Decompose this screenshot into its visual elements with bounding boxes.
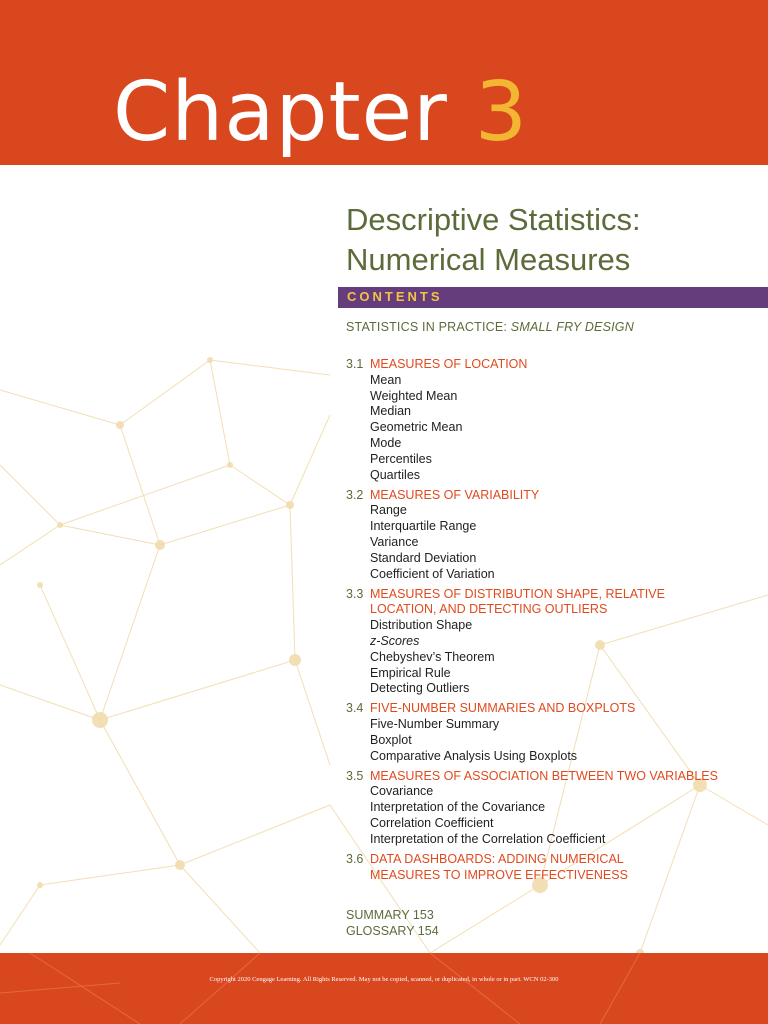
title-line-1: Descriptive Statistics: (346, 202, 641, 237)
copyright-notice: Copyright 2020 Cengage Learning. All Rights Reserved. May not be copied, scanned, or duplicated, in whole or in part. WCN 02-300 (209, 976, 559, 983)
section-title-line: MEASURES TO IMPROVE EFFECTIVENESS (370, 867, 628, 882)
section-title-line: MEASURES OF VARIABILITY (370, 487, 540, 502)
section-number: 3.6 (346, 851, 364, 866)
toc-section-3-3 (346, 587, 761, 698)
section-title-line: MEASURES OF DISTRIBUTION SHAPE, RELATIVE (370, 586, 665, 601)
toc-subitem[interactable]: Coefficient of Variation (370, 566, 495, 581)
toc-subitem[interactable]: Quartiles (370, 467, 421, 482)
toc-subitem[interactable]: Chebyshev’s Theorem (370, 649, 495, 664)
chapter-header-band (0, 0, 768, 165)
section-number: 3.5 (346, 768, 364, 783)
section-heading[interactable] (346, 357, 761, 373)
contents-label: CONTENTS (347, 289, 443, 304)
footer-network-decoration (0, 953, 768, 1024)
footer-band (0, 953, 768, 1024)
toc-section-3-1 (346, 357, 761, 483)
section-heading[interactable] (346, 488, 761, 504)
toc-subitem[interactable]: Distribution Shape (370, 618, 473, 633)
contents-bar (338, 287, 768, 308)
glossary-entry[interactable]: GLOSSARY 154 (346, 924, 439, 938)
section-title-line: LOCATION, AND DETECTING OUTLIERS (370, 602, 608, 617)
section-title-line: MEASURES OF LOCATION (370, 357, 528, 371)
toc-subitem[interactable]: Mean (370, 372, 402, 387)
section-number: 3.4 (346, 701, 364, 716)
toc-subitem[interactable]: Interpretation of the Correlation Coefficient (370, 831, 606, 846)
section-number: 3.1 (346, 357, 364, 371)
toc-subitem[interactable]: Detecting Outliers (370, 681, 470, 696)
toc-section-3-2 (346, 488, 761, 583)
stats-in-practice-prefix: STATISTICS IN PRACTICE: (346, 320, 508, 334)
toc-section-3-5 (346, 769, 761, 848)
chapter-subject-title (346, 200, 641, 280)
toc-subitem[interactable]: Variance (370, 534, 419, 549)
toc-subitem[interactable]: Boxplot (370, 732, 412, 747)
toc-subitem[interactable]: Median (370, 404, 411, 419)
section-heading[interactable] (346, 769, 761, 785)
toc-subitem[interactable]: Weighted Mean (370, 388, 458, 403)
toc-subitem[interactable]: Five-Number Summary (370, 717, 500, 732)
section-number: 3.3 (346, 586, 364, 601)
section-title-line: FIVE-NUMBER SUMMARIES AND BOXPLOTS (370, 701, 636, 716)
endmatter-list (346, 907, 439, 939)
table-of-contents (346, 357, 761, 888)
toc-subitem[interactable]: Standard Deviation (370, 550, 477, 565)
toc-subitem[interactable]: Percentiles (370, 451, 432, 466)
statistics-in-practice-entry[interactable] (346, 320, 634, 334)
section-heading[interactable] (346, 701, 761, 717)
toc-subitem[interactable]: Covariance (370, 784, 434, 799)
section-heading[interactable] (346, 587, 761, 619)
toc-subitem[interactable]: z-Scores (370, 633, 420, 648)
summary-entry[interactable]: SUMMARY 153 (346, 908, 434, 922)
toc-subitem[interactable]: Range (370, 503, 407, 518)
toc-subitem[interactable]: Geometric Mean (370, 420, 463, 435)
section-title-line: DATA DASHBOARDS: ADDING NUMERICAL (370, 851, 624, 866)
toc-section-3-4 (346, 701, 761, 764)
section-heading[interactable] (346, 852, 761, 884)
toc-subitem[interactable]: Interquartile Range (370, 519, 477, 534)
toc-subitem[interactable]: Interpretation of the Covariance (370, 800, 546, 815)
section-number: 3.2 (346, 487, 364, 502)
chapter-number: 3 (474, 65, 529, 160)
toc-subitem[interactable]: Empirical Rule (370, 665, 451, 680)
stats-in-practice-name: SMALL FRY DESIGN (510, 320, 634, 334)
toc-subitem[interactable]: Correlation Coefficient (370, 816, 494, 831)
chapter-title (113, 65, 529, 160)
section-title-line: MEASURES OF ASSOCIATION BETWEEN TWO VARIABLES (370, 768, 718, 783)
toc-section-3-6 (346, 852, 761, 884)
toc-subitem[interactable]: Mode (370, 435, 402, 450)
title-line-2: Numerical Measures (346, 242, 631, 277)
toc-subitem[interactable]: Comparative Analysis Using Boxplots (370, 748, 578, 763)
chapter-word: Chapter (113, 65, 448, 160)
